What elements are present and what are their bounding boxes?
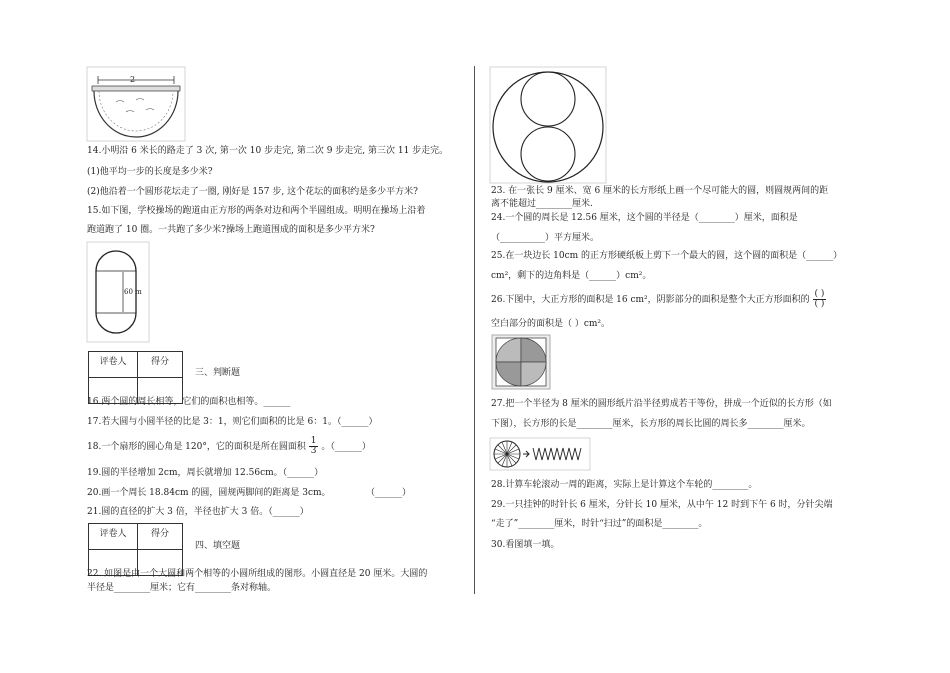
question-20: 20.画一个周长 18.84cm 的圆，圆规两脚间的距离是 3cm。	[87, 488, 331, 498]
question-25-line-2: cm²，剩下的边角料是（______）cm²。	[491, 271, 652, 281]
question-16: 16.两个圆的周长相等，它们的面积也相等。______	[87, 397, 291, 407]
score-header: 得分	[138, 524, 183, 550]
question-14: 14.小明沿 6 米长的路走了 3 次, 第一次 10 步走完, 第二次 9 步走完, 第三次 11 步走完。	[87, 146, 449, 156]
question-24-line-2: （__________）平方厘米。	[491, 233, 600, 243]
question-18-blank: 。（______）	[321, 442, 371, 452]
question-23-line-1: 23. 在一张长 9 厘米、宽 6 厘米的长方形纸上画一个尽可能大的圆，则圆规两间的距	[491, 186, 829, 196]
circles-figure	[489, 66, 607, 184]
question-15-line-1: 15.如下图，学校操场的跑道由正方形的两条对边和两个半圆组成。明明在操场上沿着	[87, 206, 426, 216]
question-24-line-1: 24.一个圆的周长是 12.56 厘米，这个圆的半径是（________）厘米，面积是	[491, 213, 798, 223]
fraction-numerator: ( )	[814, 289, 825, 299]
question-29-line-2: “走了”________厘米，时针“扫过”的面积是________。	[491, 519, 708, 529]
fraction-denominator: ( )	[814, 299, 825, 309]
question-23-line-2: 离不能超过________厘米.	[491, 199, 593, 209]
question-22-line-1: 22. 如图是由一个大圆和两个相等的小圆所组成的图形。小圆直径是 20 厘米。大圆的	[87, 569, 428, 579]
question-28: 28.计算车轮滚动一周的距离，实际上是计算这个车轮的________。	[491, 480, 758, 490]
square-shaded-figure	[491, 334, 551, 390]
question-25-line-1: 25.在一块边长 10cm 的正方形硬纸板上剪下一个最大的圆，这个圆的面积是（______）	[491, 251, 843, 261]
grader-header: 评卷人	[89, 352, 138, 378]
question-19: 19.圆的半径增加 2cm，周长就增加 12.56cm。（______）	[87, 468, 324, 478]
section-3-title: 三、判断题	[195, 368, 241, 378]
question-27-line-2: 下图），长方形的长是________厘米，长方形的周长比圆的周长多________厘米。	[491, 419, 811, 429]
question-18-fraction	[309, 437, 319, 456]
pool-figure-label: 2	[130, 75, 136, 84]
fraction-numerator: 1	[310, 436, 317, 446]
question-21: 21.圆的直径的扩大 3 倍，半径也扩大 3 倍。（______）	[87, 507, 309, 517]
column-divider	[474, 66, 475, 594]
score-header: 得分	[138, 352, 183, 378]
question-29-line-1: 29.一只挂钟的时针长 6 厘米，分针长 10 厘米，从中午 12 时到下午 6 时，分针尖端	[491, 500, 833, 510]
fraction-denominator: 3	[310, 446, 317, 456]
section-4-title: 四、填空题	[195, 541, 241, 551]
question-27-line-1: 27.把一个半径为 8 厘米的圆形纸片沿半径剪成若干等份，拼成一个近似的长方形（如	[491, 399, 832, 409]
question-22-line-2: 半径是________厘米；它有________条对称轴。	[87, 583, 277, 593]
question-14-part-1: (1)他平均一步的长度是多少米?	[87, 167, 213, 177]
question-26-line-2: 空白部分的面积是（ ）cm²。	[491, 319, 611, 329]
question-15-line-2: 跑道跑了 10 圈。一共跑了多少米?操场上跑道围成的面积是多少平方米?	[87, 225, 375, 235]
grader-header: 评卷人	[89, 524, 138, 550]
question-18-text: 18.一个扇形的圆心角是 120°，它的面积是所在圆面积	[87, 442, 306, 452]
question-20-blank: （______）	[366, 488, 412, 498]
circle-to-rectangle-figure	[489, 437, 591, 471]
track-figure-label: 60 m	[124, 288, 142, 296]
pool-figure	[86, 66, 186, 142]
question-18	[87, 436, 371, 458]
question-26-fraction	[813, 290, 827, 309]
question-26-text: 26.下图中，大正方形的面积是 16 cm²，阴影部分的面积是整个大正方形面积的	[491, 295, 810, 305]
question-14-part-2: (2)他沿着一个圆形花坛走了一圈, 刚好是 157 步, 这个花坛的面积约是多少平方米?	[87, 187, 418, 197]
question-26-line-1	[491, 288, 826, 312]
question-30: 30.看图填一填。	[491, 540, 560, 550]
question-17: 17.若大圆与小圆半径的比是 3：1，则它们面积的比是 6：1。（______）	[87, 417, 378, 427]
